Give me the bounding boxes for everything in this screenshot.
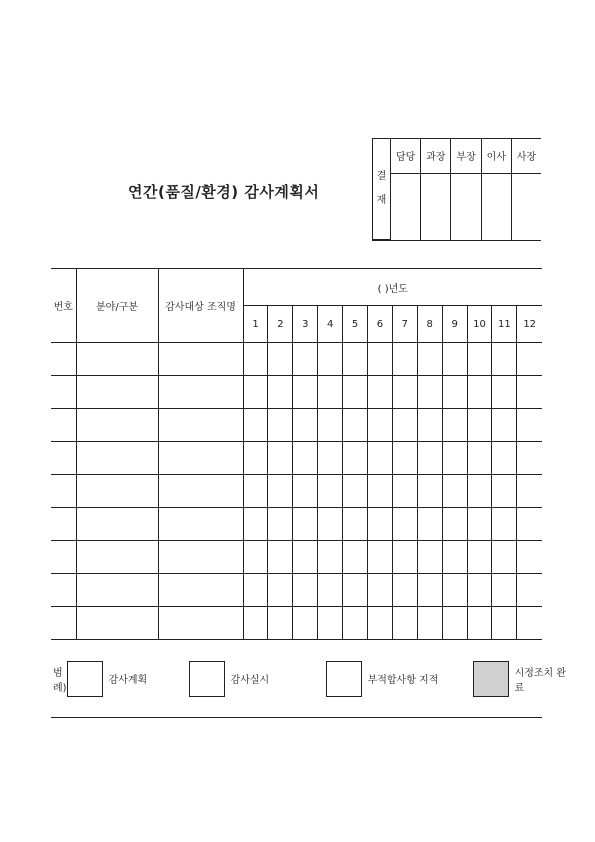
month-cell[interactable] [293,574,318,607]
month-cell[interactable] [343,574,368,607]
month-cell[interactable] [392,343,417,376]
month-cell[interactable] [442,376,467,409]
category-cell[interactable] [76,574,158,607]
row-number-cell[interactable] [51,343,76,376]
signature-cell[interactable] [421,173,451,240]
month-cell[interactable] [243,574,268,607]
month-cell[interactable] [417,607,442,640]
row-number-cell[interactable] [51,574,76,607]
legend-swatch [67,661,103,697]
header-month: 4 [318,306,343,343]
header-month: 10 [467,306,492,343]
month-cell[interactable] [268,409,293,442]
month-cell[interactable] [517,541,542,574]
month-cell[interactable] [268,607,293,640]
month-cell[interactable] [517,574,542,607]
month-cell[interactable] [343,343,368,376]
header-month: 12 [517,306,542,343]
table-row [51,409,542,442]
month-cell[interactable] [318,376,343,409]
month-cell[interactable] [368,343,393,376]
month-cell[interactable] [492,475,517,508]
month-cell[interactable] [417,541,442,574]
approval-role-president: 사장 [511,139,541,173]
organization-cell[interactable] [158,409,243,442]
header-organization: 감사대상 조직명 [158,269,243,343]
header-month: 6 [368,306,393,343]
month-cell[interactable] [318,409,343,442]
month-cell[interactable] [517,409,542,442]
month-cell[interactable] [343,409,368,442]
month-cell[interactable] [392,409,417,442]
month-cell[interactable] [442,409,467,442]
organization-cell[interactable] [158,475,243,508]
month-cell[interactable] [293,541,318,574]
header-month: 9 [442,306,467,343]
month-cell[interactable] [492,508,517,541]
month-cell[interactable] [417,343,442,376]
month-cell[interactable] [293,442,318,475]
month-cell[interactable] [318,442,343,475]
month-cell[interactable] [417,475,442,508]
category-cell[interactable] [76,508,158,541]
month-cell[interactable] [268,475,293,508]
month-cell[interactable] [392,508,417,541]
month-cell[interactable] [417,574,442,607]
month-cell[interactable] [392,607,417,640]
approval-role-dept-head: 부장 [451,139,481,173]
approval-side-char-1: 결 [376,171,387,182]
month-cell[interactable] [417,508,442,541]
month-cell[interactable] [417,376,442,409]
row-number-cell[interactable] [51,475,76,508]
row-number-cell[interactable] [51,607,76,640]
month-cell[interactable] [467,508,492,541]
month-cell[interactable] [417,442,442,475]
audit-plan-table [51,268,567,718]
month-cell[interactable] [368,541,393,574]
month-cell[interactable] [517,343,542,376]
legend-text: 감사실시 [230,675,270,686]
header-category: 분야/구분 [76,269,158,343]
legend-cell [51,640,567,718]
legend-item [326,661,448,697]
legend-swatch [473,661,509,697]
month-cell[interactable] [442,574,467,607]
month-cell[interactable] [318,607,343,640]
header-month: 3 [293,306,318,343]
table-row [51,376,542,409]
month-cell[interactable] [442,475,467,508]
organization-cell[interactable] [158,541,243,574]
legend-item [67,661,164,697]
month-cell[interactable] [492,607,517,640]
category-cell[interactable] [76,343,158,376]
approval-role-staff: 담당 [391,139,421,173]
month-cell[interactable] [392,442,417,475]
month-cell[interactable] [368,376,393,409]
month-cell[interactable] [517,442,542,475]
organization-cell[interactable] [158,442,243,475]
month-cell[interactable] [467,574,492,607]
month-cell[interactable] [293,475,318,508]
month-cell[interactable] [467,541,492,574]
category-cell[interactable] [76,607,158,640]
organization-cell[interactable] [158,574,243,607]
header-month: 11 [492,306,517,343]
month-cell[interactable] [268,508,293,541]
month-cell[interactable] [243,376,268,409]
month-cell[interactable] [243,541,268,574]
header-number: 번호 [51,269,76,343]
header-month: 8 [417,306,442,343]
month-cell[interactable] [268,574,293,607]
month-cell[interactable] [368,409,393,442]
month-cell[interactable] [293,343,318,376]
month-cell[interactable] [492,541,517,574]
approval-side-char-2: 재 [376,195,387,206]
month-cell[interactable] [492,409,517,442]
organization-cell[interactable] [158,376,243,409]
month-cell[interactable] [293,607,318,640]
month-cell[interactable] [268,541,293,574]
month-cell[interactable] [392,376,417,409]
month-cell[interactable] [467,343,492,376]
month-cell[interactable] [517,508,542,541]
legend-item [189,661,301,697]
document-title: 연간(품질/환경) 감사계획서 [128,183,320,201]
legend-text: 시정조치 완료 [514,667,567,694]
month-cell[interactable] [318,508,343,541]
month-cell[interactable] [467,442,492,475]
month-cell[interactable] [318,475,343,508]
table-row [51,541,542,574]
month-cell[interactable] [343,607,368,640]
month-cell[interactable] [442,508,467,541]
month-cell[interactable] [243,442,268,475]
month-cell[interactable] [517,607,542,640]
month-cell[interactable] [467,376,492,409]
header-year: ( )년도 [243,269,542,306]
approval-role-director: 이사 [481,139,511,173]
month-cell[interactable] [293,409,318,442]
table-row [51,442,542,475]
month-cell[interactable] [442,343,467,376]
month-cell[interactable] [268,442,293,475]
approval-role-section-chief: 과장 [421,139,451,173]
month-cell[interactable] [368,442,393,475]
table-row [51,508,542,541]
month-cell[interactable] [268,343,293,376]
row-number-cell[interactable] [51,409,76,442]
month-cell[interactable] [343,541,368,574]
row-number-cell[interactable] [51,442,76,475]
month-cell[interactable] [343,442,368,475]
month-cell[interactable] [492,343,517,376]
month-cell[interactable] [243,409,268,442]
month-cell[interactable] [343,376,368,409]
month-cell[interactable] [318,574,343,607]
month-cell[interactable] [318,343,343,376]
month-cell[interactable] [467,607,492,640]
month-cell[interactable] [442,607,467,640]
month-cell[interactable] [368,508,393,541]
table-row [51,343,542,376]
table-row [51,475,542,508]
month-cell[interactable] [343,508,368,541]
legend-label: 범례) [53,667,67,694]
header-month: 5 [343,306,368,343]
month-cell[interactable] [343,475,368,508]
month-cell[interactable] [368,574,393,607]
month-cell[interactable] [243,475,268,508]
month-cell[interactable] [517,475,542,508]
month-cell[interactable] [293,376,318,409]
month-cell[interactable] [442,541,467,574]
month-cell[interactable] [417,409,442,442]
legend-text: 감사계획 [108,675,148,686]
month-cell[interactable] [368,607,393,640]
legend-swatch [189,661,225,697]
signature-cell[interactable] [391,173,421,240]
organization-cell[interactable] [158,343,243,376]
month-cell[interactable] [243,508,268,541]
organization-cell[interactable] [158,508,243,541]
month-cell[interactable] [467,475,492,508]
month-cell[interactable] [318,541,343,574]
legend-text: 부적합사항 지적 [367,675,439,686]
month-cell[interactable] [368,475,393,508]
month-cell[interactable] [442,442,467,475]
table-row [51,607,542,640]
month-cell[interactable] [492,574,517,607]
header-month: 7 [392,306,417,343]
month-cell[interactable] [492,442,517,475]
approval-side-label [373,139,391,240]
category-cell[interactable] [76,442,158,475]
month-cell[interactable] [467,409,492,442]
category-cell[interactable] [76,541,158,574]
month-cell[interactable] [517,376,542,409]
month-cell[interactable] [392,574,417,607]
signature-cell[interactable] [511,173,541,240]
row-number-cell[interactable] [51,541,76,574]
legend-swatch [326,661,362,697]
organization-cell[interactable] [158,607,243,640]
category-cell[interactable] [76,409,158,442]
month-cell[interactable] [293,508,318,541]
header-month: 1 [243,306,268,343]
category-cell[interactable] [76,376,158,409]
signature-cell[interactable] [451,173,481,240]
legend [51,640,567,717]
month-cell[interactable] [392,475,417,508]
category-cell[interactable] [76,475,158,508]
month-cell[interactable] [243,607,268,640]
approval-box [372,138,541,241]
table-row [51,574,542,607]
month-cell[interactable] [492,376,517,409]
legend-item [473,661,575,697]
month-cell[interactable] [243,343,268,376]
signature-cell[interactable] [481,173,511,240]
row-number-cell[interactable] [51,508,76,541]
month-cell[interactable] [268,376,293,409]
month-cell[interactable] [392,541,417,574]
header-month: 2 [268,306,293,343]
row-number-cell[interactable] [51,376,76,409]
